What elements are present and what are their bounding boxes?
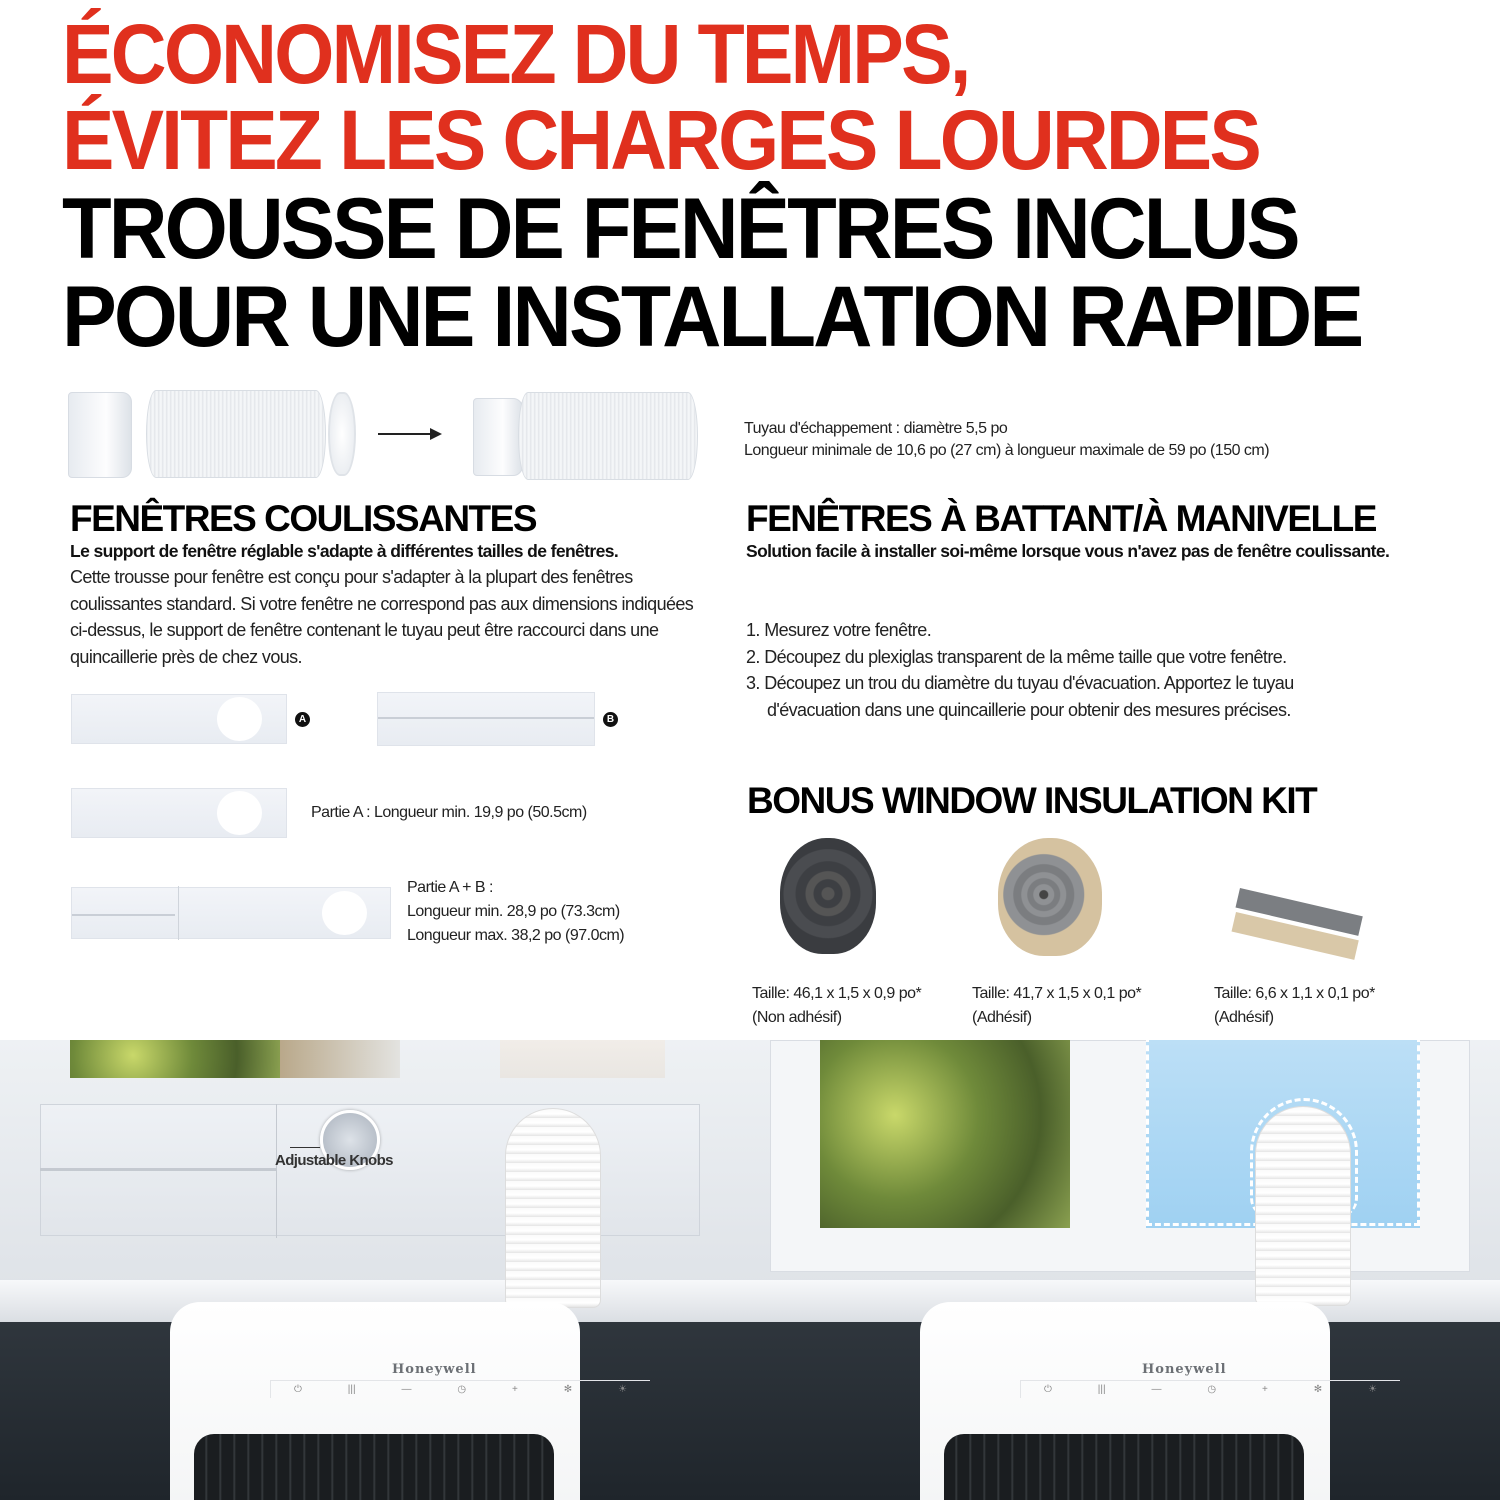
fan-mode-icon: ☀ [618,1384,628,1395]
panel-a-min [71,788,287,838]
brand-logo: Honeywell [1142,1362,1227,1377]
kit-item-1-size: Taille: 46,1 x 1,5 x 0,9 po* [752,985,922,1002]
panel-ab-extended [71,887,391,939]
kit-item-3-type: (Adhésif) [1214,1009,1274,1026]
hose-window-adapter [68,392,132,478]
casement-windows-title: FENÊTRES À BATTANT/À MANIVELLE [746,498,1376,539]
badge-a: A [295,712,310,727]
casement-steps [746,617,1446,723]
plus-icon: + [512,1384,518,1395]
part-a-length: Partie A : Longueur min. 19,9 po (50.5cm) [311,804,587,821]
control-panel [270,1380,650,1398]
panel-a [71,694,287,744]
control-panel [1020,1380,1400,1398]
power-icon: ⏻ [1043,1384,1052,1395]
brand-logo: Honeywell [392,1362,477,1377]
sliding-windows-body: Cette trousse pour fenêtre est conçu pour s'adapter à la plupart des fenêtres coulissantes standard. Si votre fenêtre ne correspond pas aux dimensions indiquées ci-dessus, le support de fenêtre contenant le tuyau peut être raccourci dans une quincaillerie près de chez vous. [70,567,694,667]
kit-item-2-size: Taille: 41,7 x 1,5 x 0,1 po* [972,985,1142,1002]
sliding-windows-title: FENÊTRES COULISSANTES [70,498,536,539]
hose-assembled [518,392,698,480]
portable-ac-unit [920,1302,1378,1500]
kit-item-2-type: (Adhésif) [972,1009,1032,1026]
kit-item-1 [752,982,921,1030]
fan-speed-icon: ||| [347,1384,356,1395]
fan-speed-icon: ||| [1097,1384,1106,1395]
headline-line-4: POUR UNE INSTALLATION RAPIDE [62,269,1362,365]
kit-item-3-size: Taille: 6,6 x 1,1 x 0,1 po* [1214,985,1375,1002]
sliding-window-install-photo [0,1040,750,1500]
part-ab-min-length: Longueur min. 28,9 po (73.3cm) [407,903,620,920]
exhaust-hose [505,1108,601,1308]
hose-diameter: Tuyau d'échappement : diamètre 5,5 po [744,420,1008,437]
arrow-right-icon [378,433,438,435]
headline-line-1: ÉCONOMISEZ DU TEMPS, [62,7,969,101]
casement-windows-subtitle: Solution facile à installer soi-même lorsque vous n'avez pas de fenêtre coulissante. [746,541,1390,561]
air-grille [194,1434,554,1500]
hose-spec [744,418,1269,462]
kit-item-2 [972,982,1141,1030]
air-grille [944,1434,1304,1500]
adjustable-knobs-label: Adjustable Knobs [275,1152,393,1169]
cool-mode-icon: ✻ [1313,1384,1323,1395]
power-icon: ⏻ [293,1384,302,1395]
timer-icon: ◷ [457,1384,467,1395]
panel-b [377,692,595,746]
headline-line-3: TROUSSE DE FENÊTRES INCLUS [62,181,1298,277]
hose-assembled-adapter [473,398,523,476]
step-3: 3. Découpez un trou du diamètre du tuyau d'évacuation. Apportez le tuyau [746,673,1294,693]
cool-mode-icon: ✻ [563,1384,573,1395]
badge-b: B [603,712,618,727]
plus-icon: + [1262,1384,1268,1395]
headline-line-2: ÉVITEZ LES CHARGES LOURDES [62,93,1259,187]
portable-ac-unit [170,1302,628,1500]
kit-item-3 [1214,982,1375,1030]
kit-item-1-type: (Non adhésif) [752,1009,842,1026]
part-ab-max-length: Longueur max. 38,2 po (97.0cm) [407,927,625,944]
fan-mode-icon: ☀ [1368,1384,1378,1395]
step-2: 2. Découpez du plexiglas transparent de la même taille que votre fenêtre. [746,646,1287,667]
foam-roll-grey-image [998,838,1102,956]
insulation-kit-title: BONUS WINDOW INSULATION KIT [747,780,1317,821]
exhaust-hose [1255,1106,1351,1306]
timer-icon: ◷ [1207,1384,1217,1395]
minus-icon: — [1151,1384,1162,1395]
hose-end-cap [328,392,356,476]
minus-icon: — [401,1384,412,1395]
part-ab-title: Partie A + B : [407,879,493,896]
step-3-continued: d'évacuation dans une quincaillerie pour obtenir des mesures précises. [767,699,1291,720]
hose-compressed [146,390,326,478]
exhaust-hose-illustration [68,390,718,480]
step-1: 1. Mesurez votre fenêtre. [746,620,932,640]
foam-roll-dark-image [780,838,876,954]
hose-length: Longueur minimale de 10,6 po (27 cm) à longueur maximale de 59 po (150 cm) [744,442,1270,459]
sliding-windows-subtitle: Le support de fenêtre réglable s'adapte à différentes tailles de fenêtres. [70,541,619,561]
casement-window-install-photo [750,1040,1500,1500]
